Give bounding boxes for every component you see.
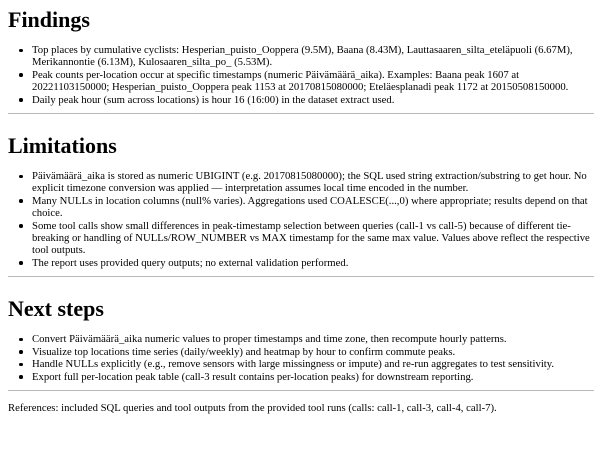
list-item-text: Handle NULLs explicitly (e.g., remove sensors with large missingness or impute) and re-run aggregates to test sensitivity. <box>32 358 555 371</box>
list-item <box>32 94 594 106</box>
list-item-text: Daily peak hour (sum across locations) is hour 16 (16:00) in the dataset extract used. <box>32 93 395 106</box>
list-item-text: Export full per-location peak table (call-3 result contains per-location peaks) for downstream reporting. <box>32 370 474 383</box>
list-item-text: Visualize top locations time series (daily/weekly) and heatmap by hour to confirm commute peaks. <box>32 345 456 358</box>
list-item <box>32 44 594 69</box>
list-item-text: Päivämäärä_aika is stored as numeric UBIGINT (e.g. 20170815080000); the SQL used string extraction/substring to get hour. No explicit timezone conversion was applied — interpretation assumes local time encoded in the number. <box>32 170 587 195</box>
list-item-text: Some tool calls show small differences in peak-timestamp selection between queries (call-1 vs call-5) because of different tie-breaking or handling of NULLs/ROW_NUMBER vs MAX timestamp for the same max value. Values above reflect the respective tool outputs. <box>32 219 590 257</box>
list-item <box>32 220 594 257</box>
bullet-icon <box>19 261 23 265</box>
list-item-text: Convert Päivämäärä_aika numeric values to proper timestamps and time zone, then recompute hourly patterns. <box>32 333 507 346</box>
bullet-icon <box>19 175 23 179</box>
bullet-icon <box>19 199 23 203</box>
list-item <box>32 358 594 370</box>
section-divider <box>8 276 594 277</box>
list-item <box>32 371 594 383</box>
bullet-icon <box>19 350 23 354</box>
list-item-text: Peak counts per-location occur at specific timestamps (numeric Päivämäärä_aika). Examples: Baana peak 1607 at 20221103150000; Hesperian_puisto_Ooppera peak 1153 at 20170815080000; Eteläesplanadi peak 1172 at 20150508150000. <box>32 68 569 94</box>
list-item-text: Top places by cumulative cyclists: Hesperian_puisto_Ooppera (9.5M), Baana (8.43M), Lauttasaaren_silta_eteläpuoli (6.67M), Merikannontie (6.13M), Kulosaaren_silta_po_ (5.53M). <box>32 44 573 69</box>
bullet-icon <box>19 338 23 342</box>
limitations-list <box>8 170 594 269</box>
references-text: References: included SQL queries and tool outputs from the provided tool runs (calls: call-1, call-3, call-4, call-7). <box>8 401 497 414</box>
section-divider <box>8 113 594 114</box>
bullet-icon <box>19 49 23 53</box>
list-item-text: The report uses provided query outputs; no external validation performed. <box>32 256 349 269</box>
list-item <box>32 195 594 220</box>
section-divider <box>8 390 594 391</box>
bullet-icon <box>19 98 23 102</box>
bullet-icon <box>19 375 23 379</box>
next-steps-heading: Next steps <box>8 296 104 322</box>
bullet-icon <box>19 224 23 228</box>
findings-heading: Findings <box>8 7 90 32</box>
list-item <box>32 69 594 94</box>
list-item <box>32 170 594 195</box>
list-item <box>32 257 594 269</box>
list-item <box>32 346 594 358</box>
findings-list <box>8 44 594 106</box>
next-steps-list <box>8 333 594 383</box>
bullet-icon <box>19 73 23 77</box>
bullet-icon <box>19 363 23 367</box>
limitations-heading: Limitations <box>8 133 117 159</box>
list-item <box>32 333 594 345</box>
report-page <box>0 8 602 463</box>
list-item-text: Many NULLs in location columns (null% varies). Aggregations used COALESCE(...,0) where appropriate; results depend on that choice. <box>32 194 588 220</box>
